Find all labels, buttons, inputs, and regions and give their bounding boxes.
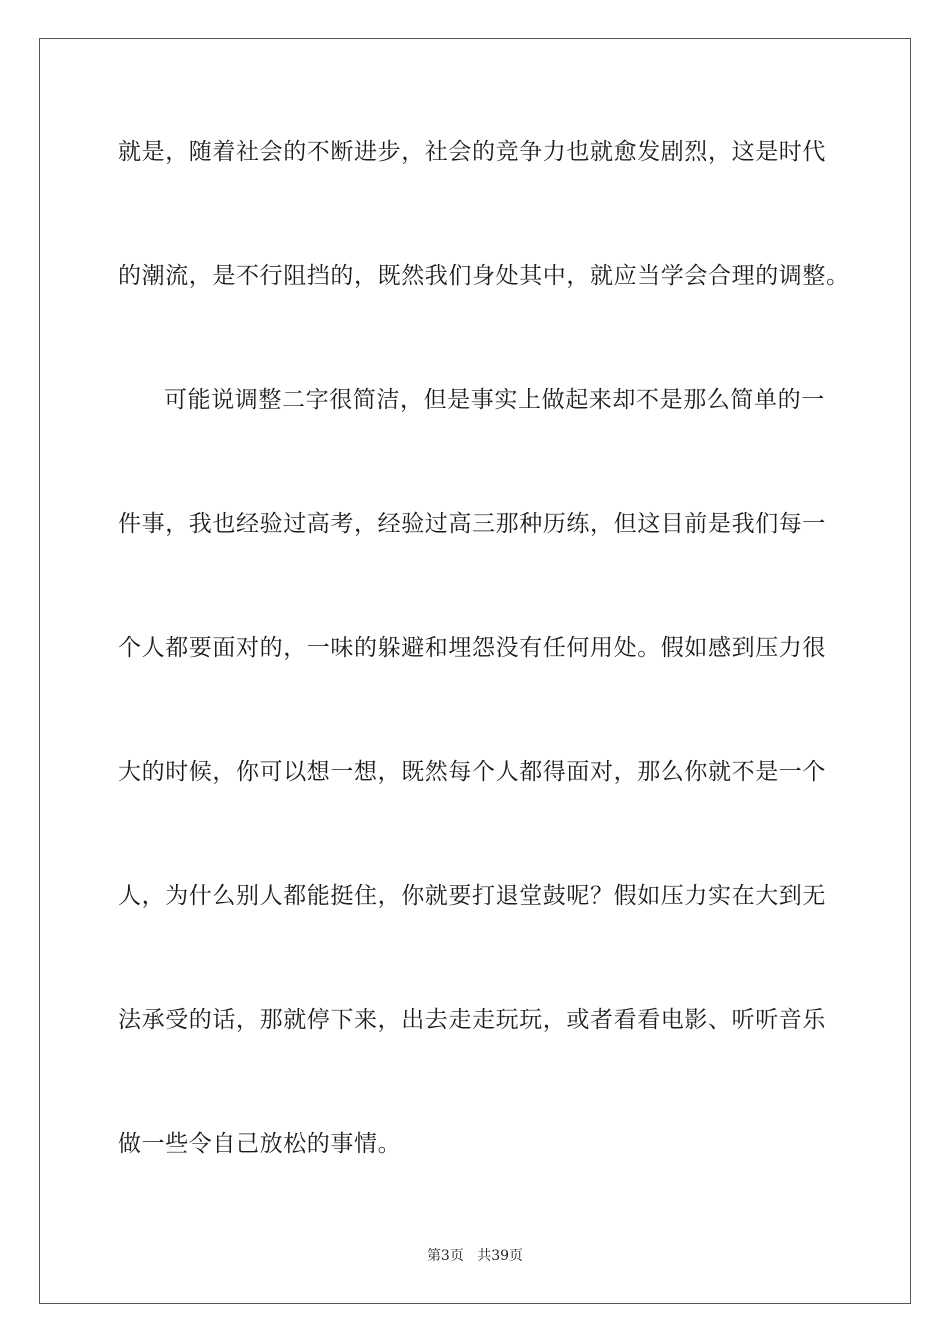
text-line: 大的时候，你可以想一想，既然每个人都得面对，那么你就不是一个 (118, 759, 826, 785)
text-line: 做一些令自己放松的事情。 (118, 1131, 402, 1157)
paragraph-first-line: 可能说调整二字很简洁，但是事实上做起来却不是那么简单的一 (164, 387, 825, 413)
text-line: 件事，我也经验过高考，经验过高三那种历练，但这目前是我们每一 (118, 511, 826, 537)
page-number: 第3页 (426, 1248, 464, 1264)
text-line: 个人都要面对的，一味的躲避和埋怨没有任何用处。假如感到压力很 (118, 635, 826, 661)
page-border (39, 38, 911, 1304)
page-total: 共39页 (477, 1248, 524, 1264)
text-line: 法承受的话，那就停下来，出去走走玩玩，或者看看电影、听听音乐 (118, 1007, 826, 1033)
page-footer (0, 1247, 950, 1265)
text-line: 人，为什么别人都能挺住，你就要打退堂鼓呢？假如压力实在大到无 (118, 883, 826, 909)
text-line: 就是，随着社会的不断进步，社会的竞争力也就愈发剧烈，这是时代 (118, 139, 826, 165)
text-line: 的潮流，是不行阻挡的，既然我们身处其中，就应当学会合理的调整。 (118, 263, 850, 289)
